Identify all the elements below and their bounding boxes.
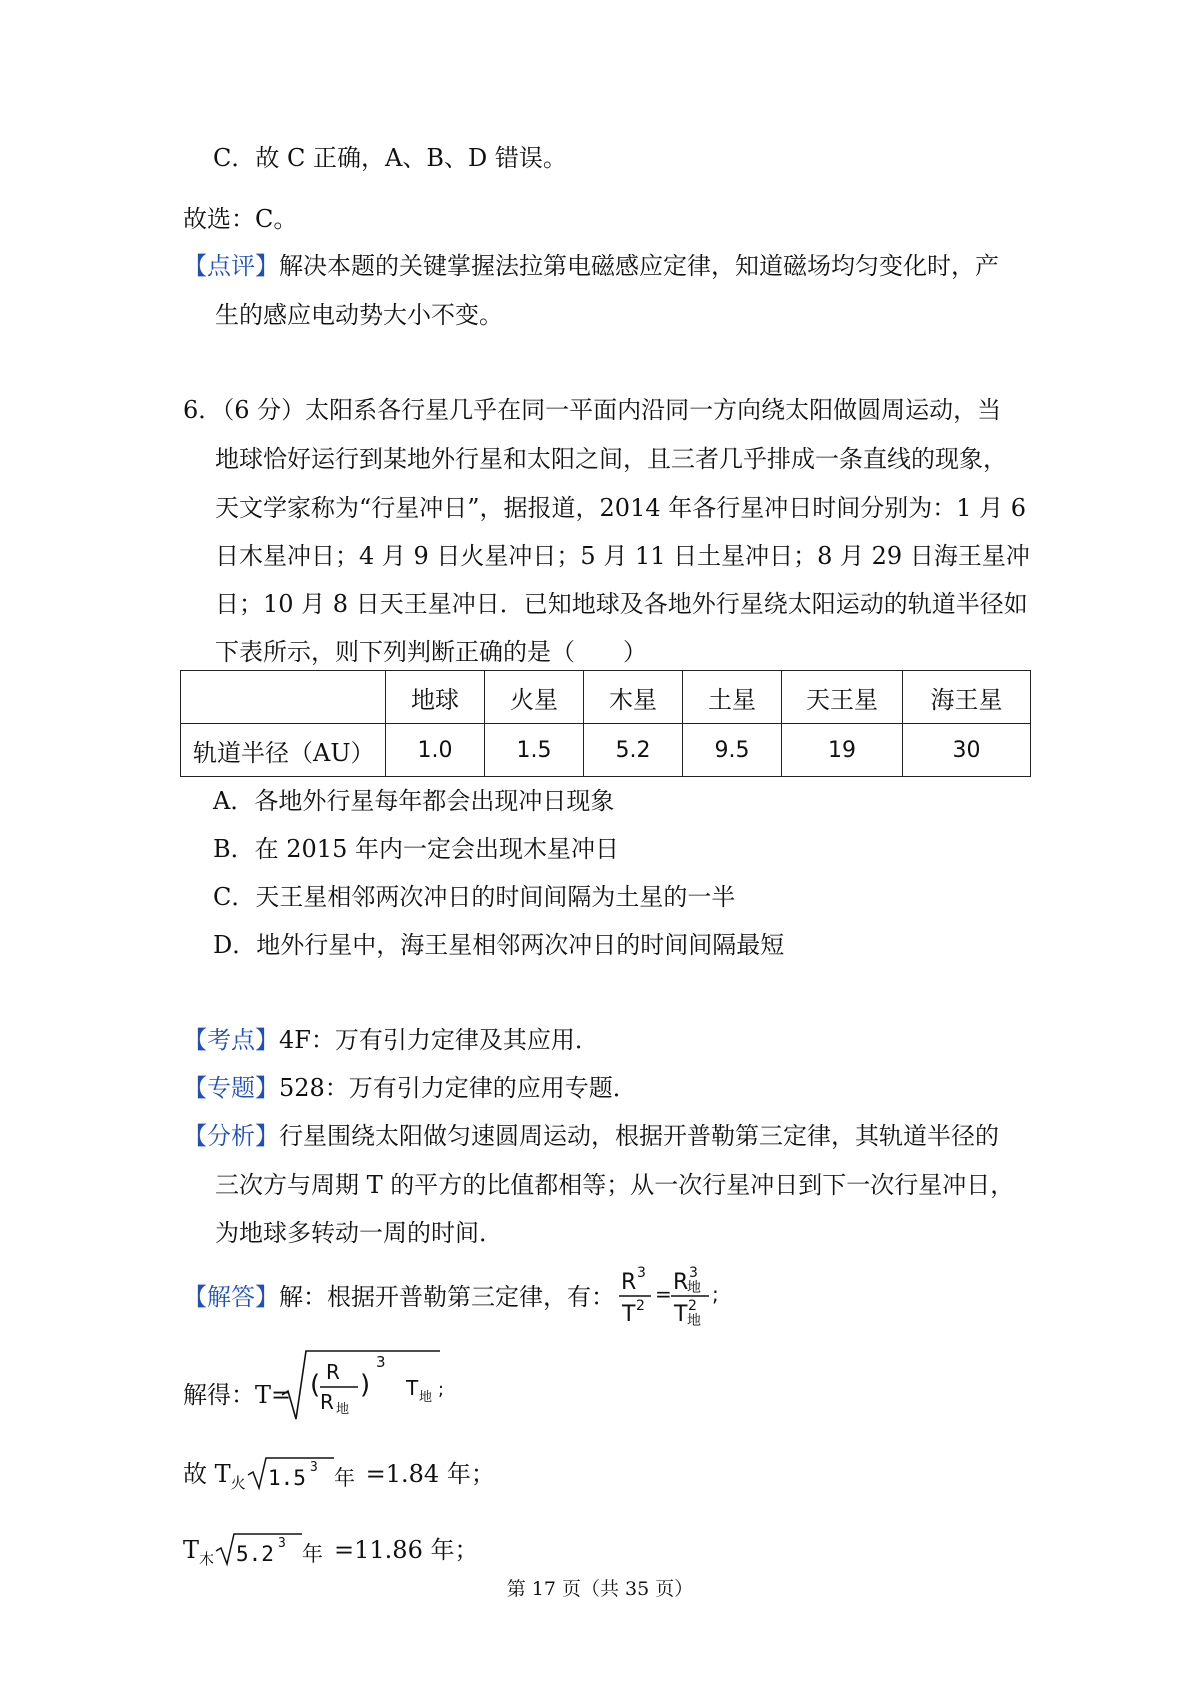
table-row bbox=[181, 724, 1031, 777]
question-line-1: 6．（6 分）太阳系各行星几乎在同一平面内沿同一方向绕太阳做圆周运动，当 bbox=[183, 396, 1002, 424]
table-header-cell: 地球 bbox=[386, 671, 485, 724]
question-line-5: 日；10 月 8 日天王星冲日．已知地球及各地外行星绕太阳运动的轨道半径如 bbox=[215, 590, 1028, 618]
zhuanti-line bbox=[183, 1072, 637, 1104]
jupiter-sqrt-formula bbox=[214, 1531, 334, 1567]
table-header-cell: 天王星 bbox=[782, 671, 903, 724]
mars-prefix: 故 T bbox=[183, 1460, 231, 1488]
svg-text:2: 2 bbox=[636, 1298, 645, 1314]
svg-text:R: R bbox=[326, 1360, 340, 1384]
option-a: A．各地外行星每年都会出现冲日现象 bbox=[213, 787, 615, 815]
comment-paragraph bbox=[183, 250, 999, 282]
table-cell: 1.0 bbox=[386, 724, 485, 777]
svg-text:T: T bbox=[622, 1302, 636, 1327]
svg-text:R: R bbox=[320, 1390, 334, 1414]
option-b: B．在 2015 年内一定会出现木星冲日 bbox=[213, 835, 619, 863]
table-cell: 9.5 bbox=[683, 724, 782, 777]
table-header-cell bbox=[181, 671, 386, 724]
question-line-4: 日木星冲日；4 月 9 日火星冲日；5 月 11 日土星冲日；8 月 29 日海王星冲 bbox=[215, 542, 1030, 570]
kaodian-text: 4F：万有引力定律及其应用． bbox=[279, 1026, 599, 1054]
orbit-radius-table bbox=[180, 670, 1031, 777]
fenxi-tag: 【分析】 bbox=[183, 1122, 279, 1150]
question-line-3: 天文学家称为“行星冲日”，据报道，2014 年各行星冲日时间分别为：1 月 6 bbox=[215, 494, 1027, 522]
svg-text:地: 地 bbox=[687, 1280, 701, 1296]
svg-text:;: ; bbox=[438, 1379, 445, 1400]
option-d: D．地外行星中，海王星相邻两次冲日的时间间隔最短 bbox=[213, 931, 785, 959]
mars-result: =1.84 年； bbox=[365, 1460, 495, 1488]
table-header-cell: 火星 bbox=[485, 671, 584, 724]
svg-text:T: T bbox=[674, 1302, 688, 1327]
prev-choice-line: 故选：C。 bbox=[183, 205, 298, 233]
svg-text:年: 年 bbox=[302, 1542, 324, 1566]
page-footer: 第 17 页（共 35 页） bbox=[506, 1578, 694, 1600]
fenxi-line-2: 三次方与周期 T 的平方的比值都相等；从一次行星冲日到下一次行星冲日， bbox=[215, 1171, 1015, 1199]
option-c: C．天王星相邻两次冲日的时间间隔为土星的一半 bbox=[213, 883, 736, 911]
question-line-2: 地球恰好运行到某地外行星和太阳之间，且三者几乎排成一条直线的现象， bbox=[215, 445, 1007, 473]
table-header-cell: 木星 bbox=[584, 671, 683, 724]
svg-text:3: 3 bbox=[376, 1353, 386, 1371]
table-row-label: 轨道半径（AU） bbox=[181, 724, 386, 777]
svg-text:): ) bbox=[360, 1370, 371, 1400]
comment-text-1: 解决本题的关键掌握法拉第电磁感应定律，知道磁场均匀变化时，产 bbox=[279, 252, 999, 280]
zhuanti-tag: 【专题】 bbox=[183, 1074, 279, 1102]
svg-text:3: 3 bbox=[689, 1265, 698, 1281]
table-header-row bbox=[181, 671, 1031, 724]
svg-text:3: 3 bbox=[637, 1265, 646, 1281]
kepler-formula bbox=[615, 1255, 725, 1335]
kaodian-tag: 【考点】 bbox=[183, 1026, 279, 1054]
table-header-cell: 海王星 bbox=[903, 671, 1031, 724]
table-cell: 1.5 bbox=[485, 724, 584, 777]
svg-text:地: 地 bbox=[336, 1402, 350, 1417]
mars-subscript: 火 bbox=[230, 1474, 246, 1492]
table-header-cell: 土星 bbox=[683, 671, 782, 724]
prev-answer-line: C．故 C 正确，A、B、D 错误。 bbox=[213, 144, 567, 172]
table-cell: 30 bbox=[903, 724, 1031, 777]
zhuanti-text: 528：万有引力定律的应用专题． bbox=[279, 1074, 637, 1102]
svg-text:2: 2 bbox=[688, 1298, 697, 1314]
svg-text:1.5: 1.5 bbox=[267, 1466, 306, 1490]
kaodian-line bbox=[183, 1024, 599, 1056]
jieda-tag: 【解答】 bbox=[183, 1283, 279, 1311]
jieda-text: 解：根据开普勒第三定律，有： bbox=[279, 1283, 615, 1311]
svg-text:T: T bbox=[406, 1376, 419, 1400]
mars-period-line bbox=[183, 1455, 495, 1493]
svg-text:(: ( bbox=[310, 1370, 321, 1400]
svg-text:年: 年 bbox=[333, 1466, 355, 1490]
jieda-line bbox=[183, 1281, 615, 1313]
svg-text:5.2: 5.2 bbox=[236, 1542, 274, 1566]
svg-text:;: ; bbox=[712, 1282, 719, 1306]
fenxi-line-3: 为地球多转动一周的时间． bbox=[215, 1219, 503, 1247]
svg-text:=: = bbox=[655, 1282, 672, 1306]
svg-text:R: R bbox=[621, 1270, 637, 1295]
svg-text:3: 3 bbox=[309, 1460, 318, 1475]
jupiter-period-line bbox=[183, 1531, 478, 1569]
comment-text-2: 生的感应电动势大小不变。 bbox=[215, 301, 503, 329]
jiede-label: 解得：T= bbox=[183, 1381, 292, 1409]
svg-text:R: R bbox=[673, 1270, 689, 1295]
table-cell: 5.2 bbox=[584, 724, 683, 777]
svg-text:3: 3 bbox=[278, 1536, 286, 1551]
svg-text:地: 地 bbox=[687, 1313, 701, 1329]
question-line-6: 下表所示，则下列判断正确的是（ ） bbox=[215, 638, 647, 666]
fenxi-text-1: 行星围绕太阳做匀速圆周运动，根据开普勒第三定律，其轨道半径的 bbox=[279, 1122, 999, 1150]
comment-tag: 【点评】 bbox=[183, 252, 279, 280]
jupiter-prefix: T bbox=[183, 1536, 200, 1564]
jupiter-subscript: 木 bbox=[199, 1550, 215, 1568]
mars-sqrt-formula bbox=[246, 1455, 366, 1491]
period-formula bbox=[280, 1345, 450, 1425]
table-cell: 19 bbox=[782, 724, 903, 777]
svg-text:地: 地 bbox=[419, 1390, 433, 1405]
jupiter-result: =11.86 年； bbox=[334, 1536, 479, 1564]
fenxi-line-1 bbox=[183, 1120, 999, 1152]
